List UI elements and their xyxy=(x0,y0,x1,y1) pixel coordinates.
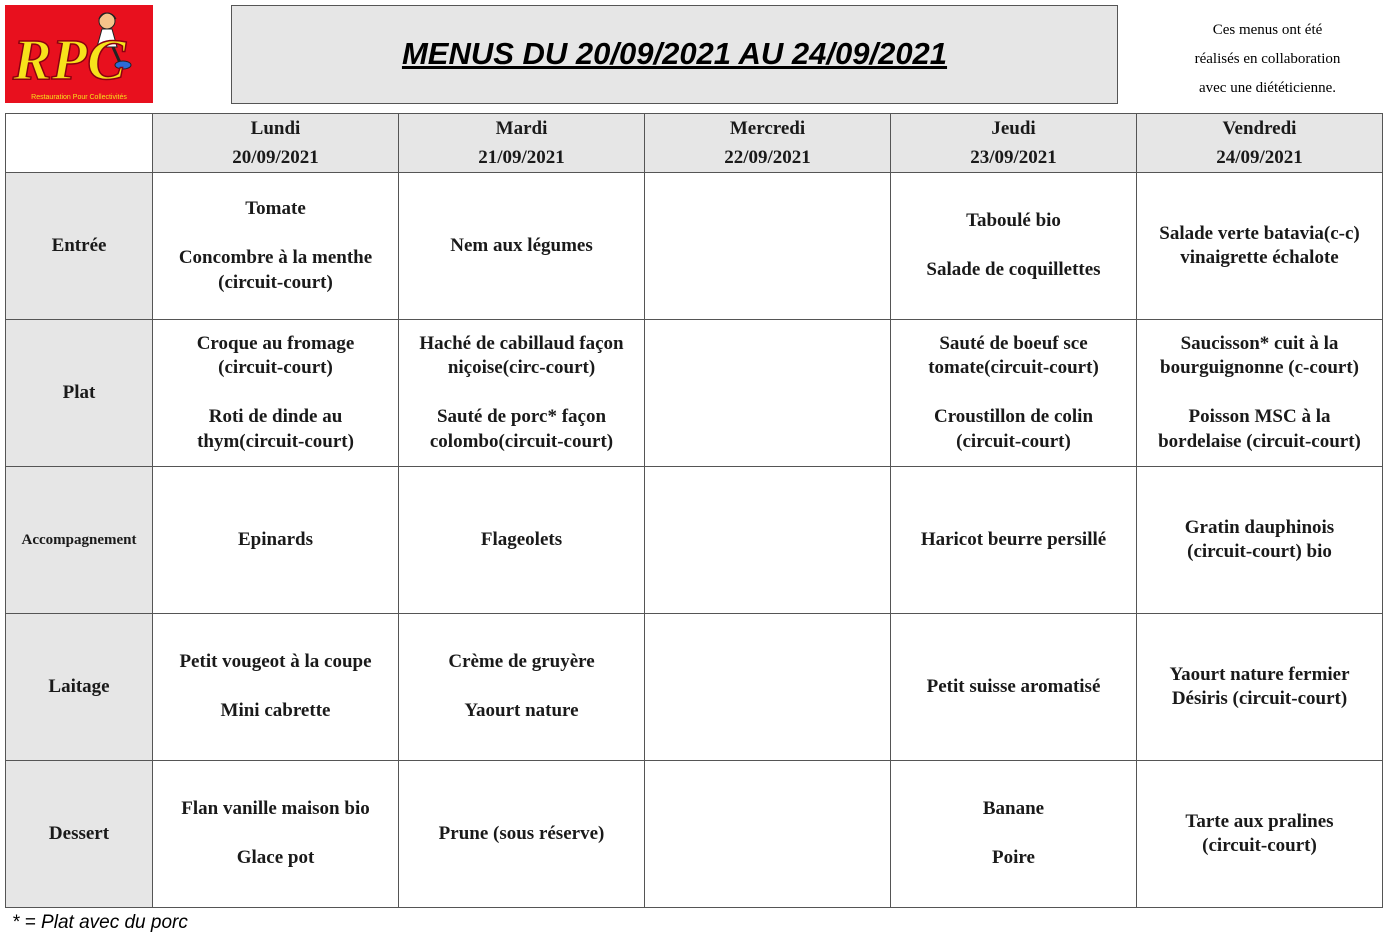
menu-cell-wednesday xyxy=(645,761,891,908)
dish-line: Flan vanille maison bio xyxy=(181,798,370,820)
menu-cell-monday xyxy=(153,467,399,614)
day-header-friday xyxy=(1137,114,1383,173)
dish-line: (circuit-court) xyxy=(956,430,1071,452)
day-header-tuesday xyxy=(399,114,645,173)
dish-line: Tarte aux pralines xyxy=(1185,810,1334,832)
dish-line: (circuit-court) xyxy=(218,357,333,379)
menu-cell-tuesday xyxy=(399,614,645,761)
dish-line: Poisson MSC à la xyxy=(1188,406,1331,428)
dish-line: Yaourt nature xyxy=(464,700,579,722)
menu-table xyxy=(5,113,1383,908)
day-header-thursday xyxy=(891,114,1137,173)
day-header-wednesday xyxy=(645,114,891,173)
menu-cell-monday xyxy=(153,320,399,467)
note-line: réalisés en collaboration xyxy=(1194,51,1341,67)
dish-line: Epinards xyxy=(238,528,313,550)
menu-cell-monday xyxy=(153,173,399,320)
table-corner xyxy=(6,114,153,173)
dish-spacer xyxy=(161,822,390,847)
dish-spacer xyxy=(161,222,390,247)
dish-line: Salade de coquillettes xyxy=(926,259,1101,281)
menu-cell-friday xyxy=(1137,173,1383,320)
dish-line: Haricot beurre persillé xyxy=(920,528,1107,550)
dish-line: Petit suisse aromatisé xyxy=(926,675,1101,697)
dish-line: Taboulé bio xyxy=(966,210,1061,232)
menu-cell-monday xyxy=(153,614,399,761)
entree-row xyxy=(6,173,1383,320)
plat-row xyxy=(6,320,1383,467)
dish-line: Sauté de boeuf sce xyxy=(939,332,1088,354)
dish-line: colombo(circuit-court) xyxy=(429,430,614,452)
dish-line: Croustillon de colin xyxy=(933,406,1094,428)
dish-line: Concombre à la menthe xyxy=(178,247,373,268)
dish-line: Gratin dauphinois xyxy=(1184,516,1335,538)
day-header-monday xyxy=(153,114,399,173)
dietitian-note xyxy=(1160,16,1375,103)
menu-cell-wednesday xyxy=(645,320,891,467)
menu-cell-thursday xyxy=(891,467,1137,614)
day-name: Jeudi xyxy=(991,118,1036,139)
laitage-row xyxy=(6,614,1383,761)
day-name: Mardi xyxy=(495,118,548,139)
dish-spacer xyxy=(161,675,390,700)
day-name: Lundi xyxy=(250,118,301,139)
dish-spacer xyxy=(899,234,1128,259)
dish-spacer xyxy=(1145,381,1374,406)
menu-cell-thursday xyxy=(891,614,1137,761)
dish-spacer xyxy=(161,381,390,406)
note-line: Ces menus ont été xyxy=(1212,22,1323,38)
day-header-row xyxy=(6,114,1383,173)
title-box xyxy=(231,5,1118,104)
dish-line: Banane xyxy=(982,798,1045,820)
menu-cell-tuesday xyxy=(399,173,645,320)
dish-line: bourguignonne (c-court) xyxy=(1160,357,1359,379)
menu-cell-tuesday xyxy=(399,320,645,467)
menu-cell-thursday xyxy=(891,173,1137,320)
dish-line: Saucisson* cuit à la xyxy=(1180,332,1339,354)
dish-line: Haché de cabillaud façon xyxy=(419,332,624,354)
logo-graphic xyxy=(5,5,153,103)
menu-cell-wednesday xyxy=(645,614,891,761)
dish-spacer xyxy=(899,381,1128,406)
dish-spacer xyxy=(407,381,636,406)
logo-tagline: Restauration Pour Collectivités xyxy=(31,94,127,101)
dish-line: Nem aux légumes xyxy=(450,234,593,256)
page-title: MENUS DU 20/09/2021 AU 24/09/2021 xyxy=(401,35,948,71)
dish-line: Yaourt nature fermier xyxy=(1169,663,1350,685)
dish-line: thym(circuit-court) xyxy=(197,430,354,452)
day-name: Vendredi xyxy=(1222,118,1297,139)
dish-line: Roti de dinde au xyxy=(208,406,343,428)
rpc-logo xyxy=(5,5,153,103)
dish-line: (circuit-court) xyxy=(218,271,333,293)
day-date: 21/09/2021 xyxy=(478,147,565,168)
course-label: Laitage xyxy=(6,614,153,761)
dish-line: Flageolets xyxy=(480,528,563,550)
dish-line: Poire xyxy=(992,847,1035,869)
dish-line: Tomate xyxy=(245,198,306,219)
dish-line: Crème de gruyère xyxy=(448,651,595,673)
course-label: Accompagnement xyxy=(6,467,153,614)
dish-line: (circuit-court) bio xyxy=(1187,541,1332,562)
course-label: Entrée xyxy=(6,173,153,320)
course-label: Dessert xyxy=(6,761,153,908)
dish-line: Petit vougeot à la coupe xyxy=(179,651,372,673)
dish-spacer xyxy=(407,675,636,700)
dish-line: vinaigrette échalote xyxy=(1180,247,1339,268)
pork-footnote: * = Plat avec du porc xyxy=(12,912,188,933)
dish-line: Désiris (circuit-court) xyxy=(1171,688,1348,709)
menu-cell-friday xyxy=(1137,614,1383,761)
dish-line: Glace pot xyxy=(236,847,315,869)
note-line: avec une diététicienne. xyxy=(1198,80,1336,96)
menu-cell-wednesday xyxy=(645,173,891,320)
menu-cell-thursday xyxy=(891,761,1137,908)
menu-cell-wednesday xyxy=(645,467,891,614)
dish-line: Mini cabrette xyxy=(220,700,331,722)
menu-cell-friday xyxy=(1137,761,1383,908)
menu-cell-thursday xyxy=(891,320,1137,467)
dish-line: (circuit-court) xyxy=(1202,835,1317,856)
dish-spacer xyxy=(899,822,1128,847)
menu-cell-tuesday xyxy=(399,467,645,614)
day-date: 22/09/2021 xyxy=(724,147,811,168)
dish-line: niçoise(circ-court) xyxy=(447,357,596,379)
menu-cell-friday xyxy=(1137,467,1383,614)
dish-line: tomate(circuit-court) xyxy=(928,357,1099,379)
menu-body xyxy=(6,173,1383,908)
day-name: Mercredi xyxy=(729,118,806,139)
dish-line: bordelaise (circuit-court) xyxy=(1158,430,1361,452)
course-label: Plat xyxy=(6,320,153,467)
logo-letters: RPC xyxy=(13,27,126,92)
menu-cell-monday xyxy=(153,761,399,908)
accompagnement-row xyxy=(6,467,1383,614)
menu-cell-tuesday xyxy=(399,761,645,908)
dessert-row xyxy=(6,761,1383,908)
menu-cell-friday xyxy=(1137,320,1383,467)
dish-line: Salade verte batavia(c-c) xyxy=(1159,222,1360,244)
day-date: 24/09/2021 xyxy=(1216,147,1303,168)
day-date: 20/09/2021 xyxy=(232,147,319,168)
dish-line: Sauté de porc* façon xyxy=(436,406,607,428)
day-date: 23/09/2021 xyxy=(970,147,1057,168)
dish-line: Croque au fromage xyxy=(196,332,355,354)
dish-line: Prune (sous réserve) xyxy=(438,822,605,844)
